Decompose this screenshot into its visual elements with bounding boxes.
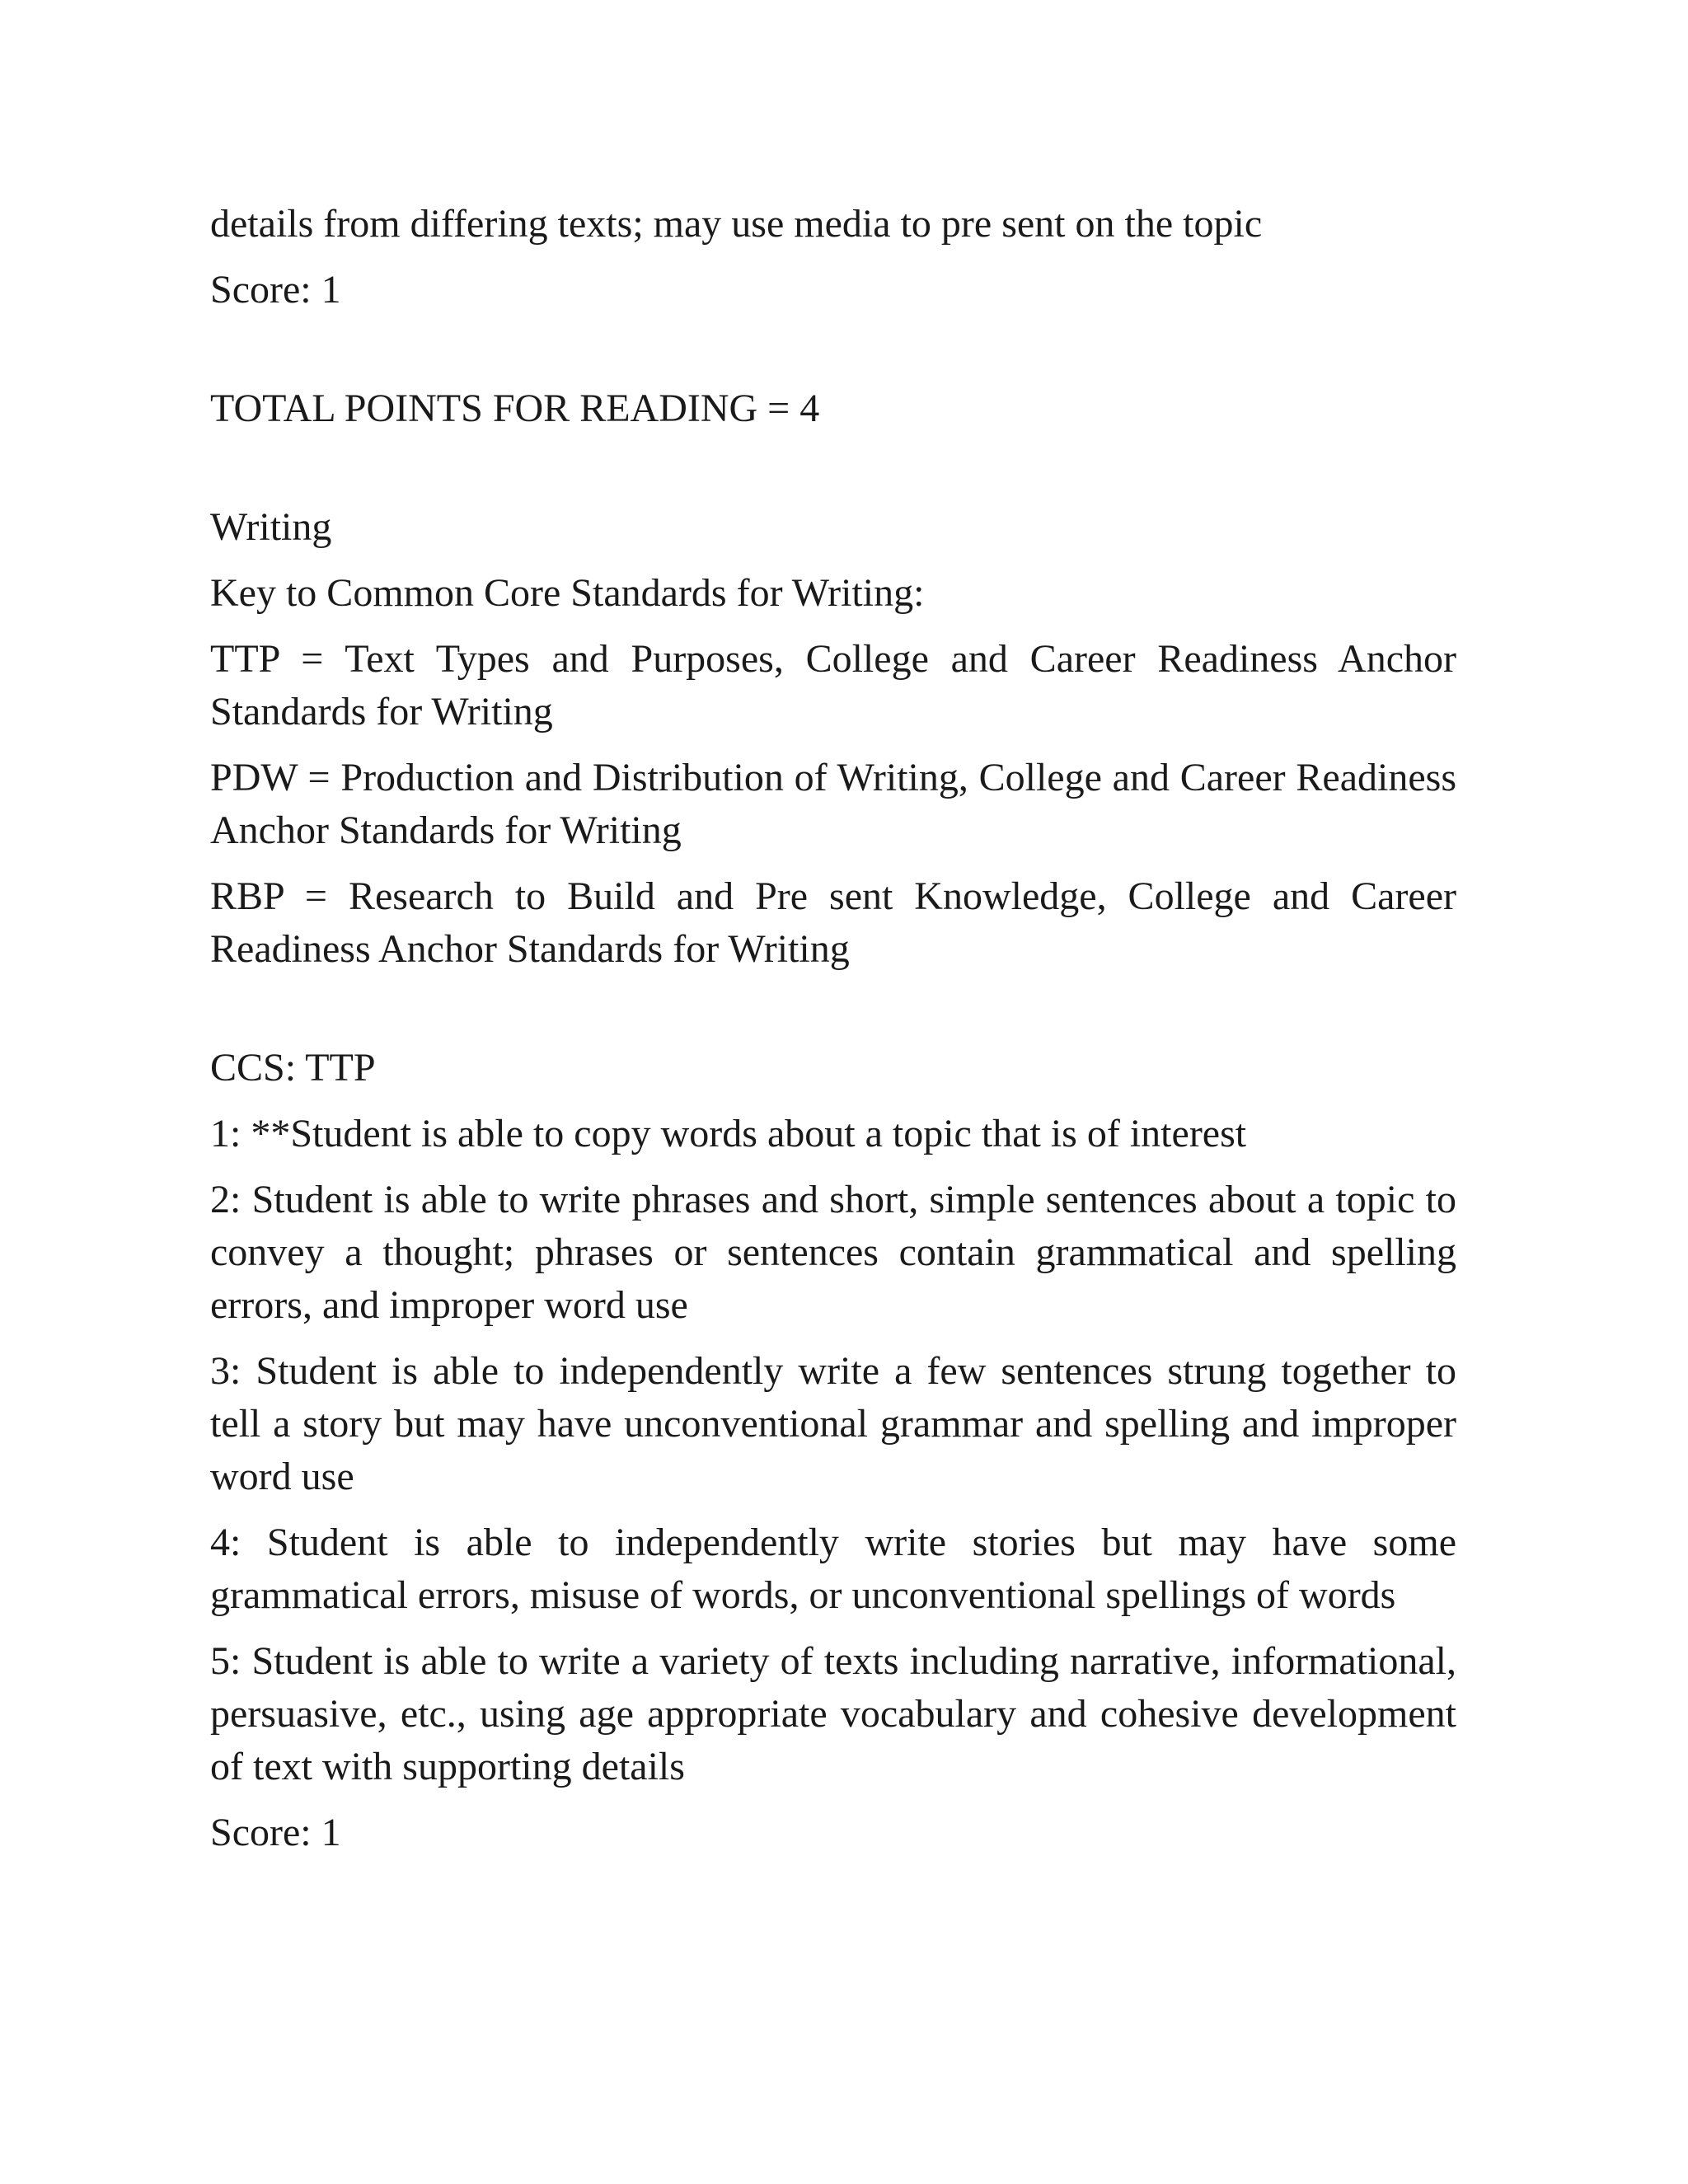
ttp-level-3: 3: Student is able to independently write a few sentences strung together to tell a story but may have unconventional grammar and spelling and improper word use [210, 1349, 1456, 1498]
definition-ttp: TTP = Text Types and Purposes, College and Career Readiness Anchor Standards for Writing [210, 637, 1456, 733]
ccs-ttp-label: CCS: TTP [210, 1046, 376, 1090]
ttp-level-2: 2: Student is able to write phrases and short, simple sentences about a topic to convey a thought; phrases or sentences contain grammatical and spelling errors, and improper word use [210, 1178, 1456, 1327]
total-points-reading: TOTAL POINTS FOR READING = 4 [210, 387, 820, 430]
ttp-score: Score: 1 [210, 1811, 341, 1854]
definition-pdw: PDW = Production and Distribution of Writing, College and Career Readiness Anchor Standards for Writing [210, 756, 1456, 852]
page-content [210, 198, 1456, 1859]
ttp-level-4: 4: Student is able to independently write stories but may have some grammatical errors, misuse of words, or unconventional spellings of words [210, 1521, 1456, 1617]
reading-continuation-text: details from differing texts; may use media to pre sent on the topic [210, 202, 1263, 246]
writing-heading: Writing [210, 505, 332, 549]
ttp-level-5: 5: Student is able to write a variety of texts including narrative, informational, persuasive, etc., using age appropriate vocabulary and cohesive development of text with supporting details [210, 1639, 1456, 1788]
ttp-level-1: 1: **Student is able to copy words about a topic that is of interest [210, 1112, 1247, 1155]
definition-rbp: RBP = Research to Build and Pre sent Knowledge, College and Career Readiness Anchor Standards for Writing [210, 874, 1456, 971]
reading-score: Score: 1 [210, 268, 341, 312]
writing-key-title: Key to Common Core Standards for Writing: [210, 571, 925, 615]
